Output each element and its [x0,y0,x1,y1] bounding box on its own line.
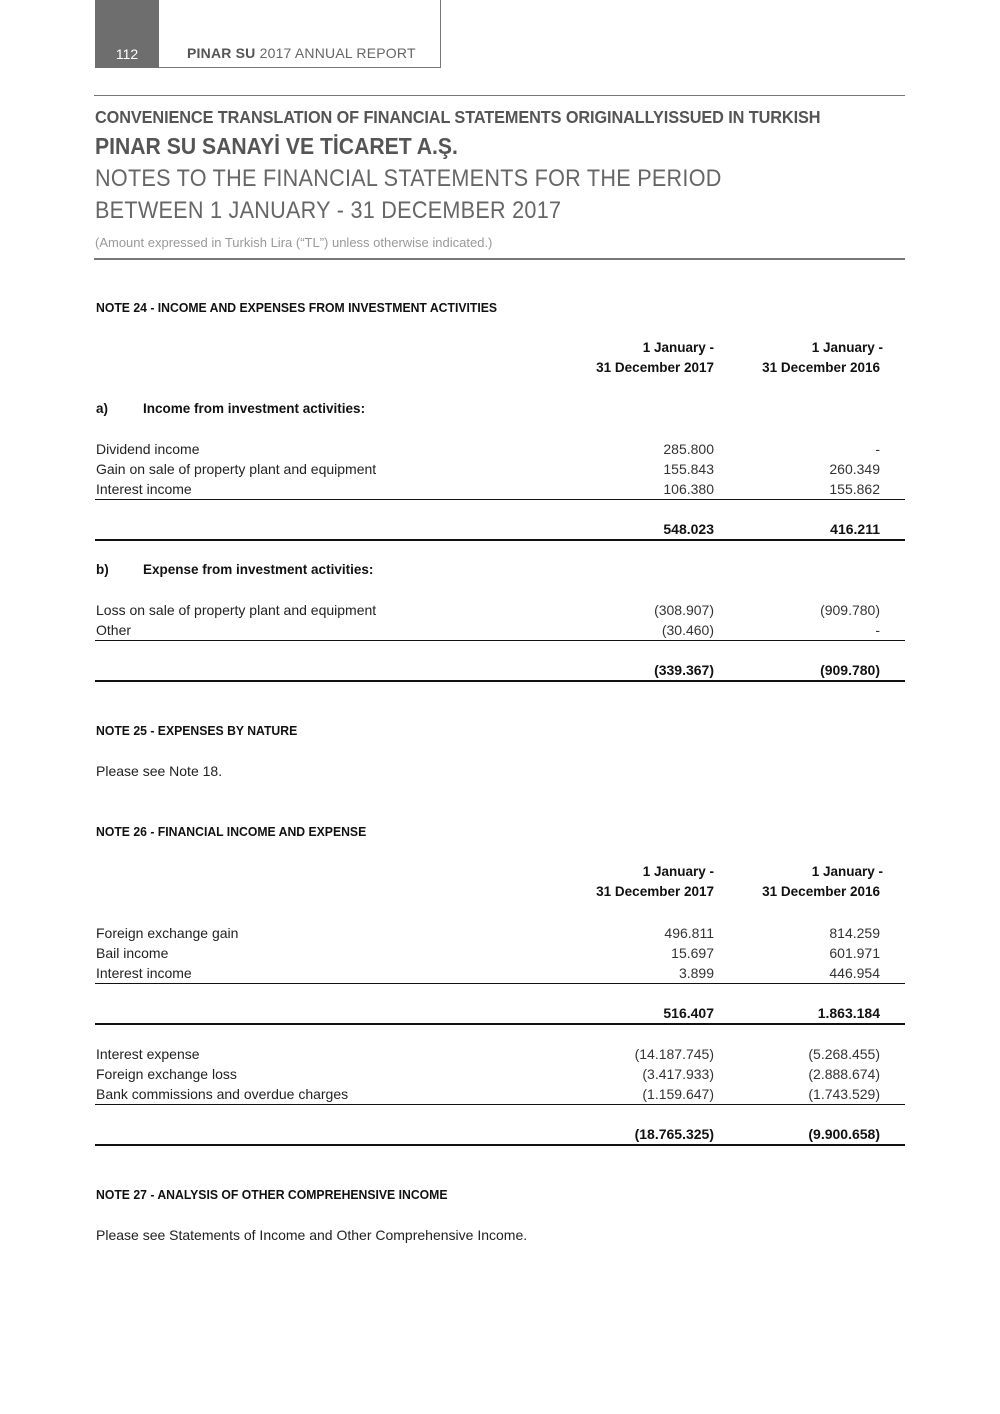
report-title [187,45,416,61]
table-row-value-2017: 3.899 [678,965,714,981]
section-a-total-2017: 548.023 [663,521,714,537]
table-row-label: Dividend income [96,441,200,457]
table-row-value-2016: (1.743.529) [808,1086,880,1102]
total-rule [95,1144,905,1146]
table-row-value-2017: (30.460) [661,622,714,638]
total-rule [95,680,905,682]
subtotal-rule [95,640,905,641]
section-b-total-2016: (909.780) [820,662,880,678]
table-row-value-2017: (1.159.647) [642,1086,714,1102]
table-row-value-2017: 496.811 [664,925,714,941]
amount-note: (Amount expressed in Turkish Lira (“TL”) unless otherwise indicated.) [95,235,493,250]
table-row-value-2017: (308.907) [654,602,714,618]
section-a-marker: a) [96,401,109,416]
section-b-total-2017: (339.367) [654,662,714,678]
section-b-title: Expense from investment activities: [143,562,374,577]
note24-col2016-line2: 31 December 2016 [762,360,880,375]
expense-total-2017: (18.765.325) [634,1126,714,1142]
expense-total-2016: (9.900.658) [808,1126,880,1142]
table-row-value-2017: (14.187.745) [634,1046,714,1062]
total-rule [95,539,905,541]
table-row-label: Interest income [96,965,192,981]
section-b-marker: b) [96,562,109,577]
note27-title: NOTE 27 - ANALYSIS OF OTHER COMPREHENSIVE INCOME [96,1187,448,1202]
table-row-value-2016: 601.971 [829,945,880,961]
note25-title: NOTE 25 - EXPENSES BY NATURE [96,723,298,738]
title-bottom-rule [94,258,905,260]
convenience-translation-heading: CONVENIENCE TRANSLATION OF FINANCIAL STATEMENTS ORIGINALLYISSUED IN TURKISH [95,107,821,127]
table-row-value-2016: (2.888.674) [808,1066,880,1082]
table-row-value-2017: 15.697 [671,945,714,961]
table-row-label: Bail income [96,945,169,961]
section-a-title: Income from investment activities: [143,401,366,416]
note26-col2017-line1: 1 January - [642,864,714,879]
table-row-value-2016: - [875,441,880,457]
table-row-label: Foreign exchange loss [96,1066,237,1082]
notes-title-line2: BETWEEN 1 JANUARY - 31 DECEMBER 2017 [95,197,562,224]
brand-name: PINAR SU [187,45,256,61]
note26-col2016-line2: 31 December 2016 [762,884,880,899]
table-row-value-2016: (5.268.455) [808,1046,880,1062]
title-top-rule [94,95,905,96]
note25-text: Please see Note 18. [96,763,223,779]
table-row-label: Loss on sale of property plant and equipment [96,602,377,618]
note24-title: NOTE 24 - INCOME AND EXPENSES FROM INVESTMENT ACTIVITIES [96,300,498,315]
table-row-value-2017: 155.843 [663,461,714,477]
table-row-value-2017: 106.380 [663,481,714,497]
subtotal-rule [95,983,905,984]
note24-col2016-line1: 1 January - [811,340,883,355]
note26-col2016-line1: 1 January - [811,864,883,879]
page-number: 112 [95,0,159,68]
table-row-label: Interest income [96,481,192,497]
note27-text: Please see Statements of Income and Other Comprehensive Income. [96,1227,528,1243]
note24-col2017-line1: 1 January - [642,340,714,355]
table-row-value-2017: (3.417.933) [642,1066,714,1082]
table-row-label: Bank commissions and overdue charges [96,1086,349,1102]
note26-title: NOTE 26 - FINANCIAL INCOME AND EXPENSE [96,824,367,839]
note24-col2017-line2: 31 December 2017 [596,360,714,375]
table-row-value-2016: 260.349 [829,461,880,477]
notes-title-line1: NOTES TO THE FINANCIAL STATEMENTS FOR THE PERIOD [95,165,722,192]
subtotal-rule [95,499,905,500]
note26-col2017-line2: 31 December 2017 [596,884,714,899]
report-title-text: 2017 ANNUAL REPORT [259,45,416,61]
subtotal-rule [95,1104,905,1105]
income-total-2016: 1.863.184 [817,1005,880,1021]
table-row-value-2016: 814.259 [829,925,880,941]
table-row-value-2017: 285.800 [663,441,714,457]
table-row-value-2016: - [875,622,880,638]
table-row-label: Interest expense [96,1046,200,1062]
income-total-2017: 516.407 [663,1005,714,1021]
section-a-total-2016: 416.211 [830,521,880,537]
table-row-value-2016: 446.954 [829,965,880,981]
table-row-value-2016: (909.780) [820,602,880,618]
total-rule [95,1023,905,1025]
company-name: PINAR SU SANAYİ VE TİCARET A.Ş. [95,133,458,159]
table-row-label: Other [96,622,132,638]
table-row-label: Foreign exchange gain [96,925,239,941]
table-row-value-2016: 155.862 [829,481,880,497]
table-row-label: Gain on sale of property plant and equipment [96,461,377,477]
